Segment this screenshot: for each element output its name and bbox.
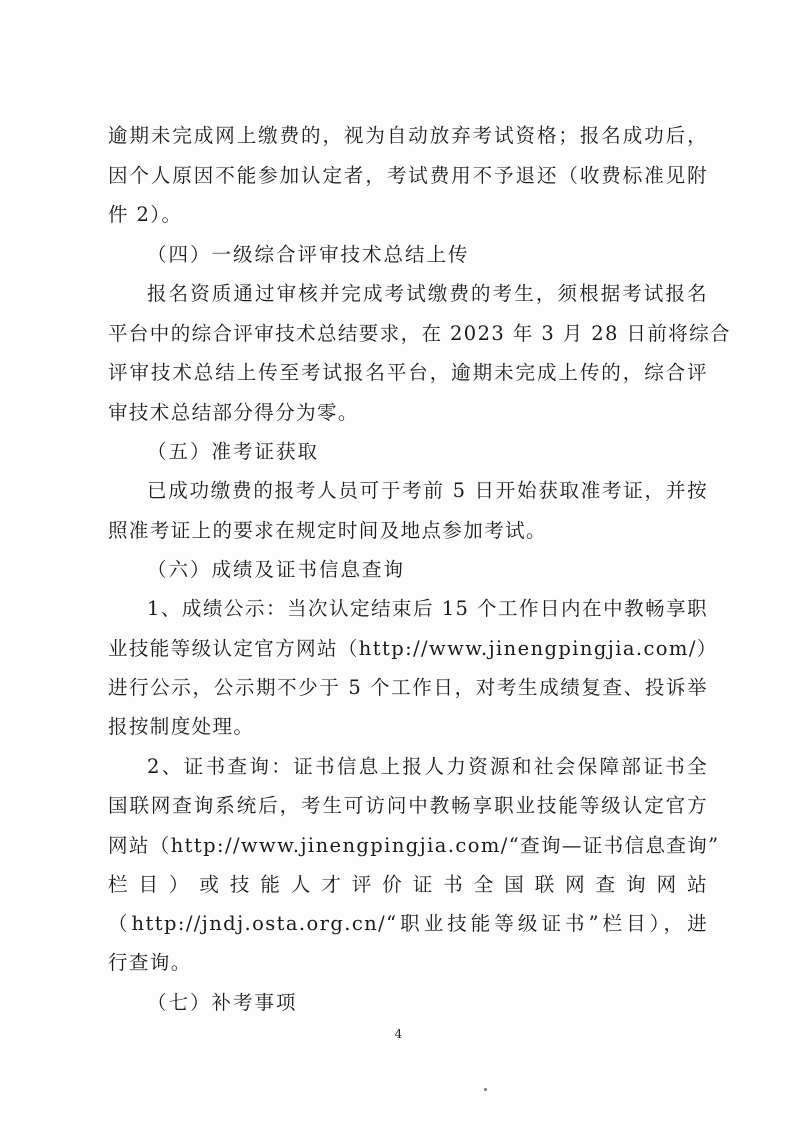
paragraph-line: 已成功缴费的报考人员可于考前 5 日开始获取准考证，并按 (147, 479, 708, 502)
paragraph-line: 件 2）。 (108, 203, 183, 226)
paragraph-line: 报按制度处理。 (108, 715, 255, 738)
section-heading-4: （四）一级综合评审技术总结上传 (147, 243, 470, 266)
paragraph-line: 1、成绩公示：当次认定结束后 15 个工作日内在中教畅享职 (147, 597, 708, 620)
scan-speck (484, 1088, 487, 1091)
section-heading-5: （五）准考证获取 (147, 440, 320, 463)
paragraph-line: 进行公示，公示期不少于 5 个工作日，对考生成绩复查、投诉举 (108, 676, 708, 699)
paragraph-line: 评审技术总结上传至考试报名平台，逾期未完成上传的，综合评 (108, 361, 708, 384)
paragraph-line: 审技术总结部分得分为零。 (108, 401, 359, 424)
page-number: 4 (394, 1027, 403, 1041)
paragraph-line: 国联网查询系统后，考生可访问中教畅享职业技能等级认定官方 (108, 794, 708, 817)
section-heading-6: （六）成绩及证书信息查询 (147, 558, 406, 581)
paragraph-line: 逾期未完成网上缴费的，视为自动放弃考试资格；报名成功后， (108, 124, 708, 147)
paragraph-line: 平台中的综合评审技术总结要求，在 2023 年 3 月 28 日前将综合 (108, 322, 731, 345)
paragraph-line: 2、证书查询：证书信息上报人力资源和社会保障部证书全 (147, 755, 708, 778)
paragraph-line: 报名资质通过审核并完成考试缴费的考生，须根据考试报名 (147, 282, 708, 305)
section-heading-7: （七）补考事项 (147, 991, 298, 1014)
paragraph-line: 照准考证上的要求在规定时间及地点参加考试。 (108, 519, 547, 542)
paragraph-line: 因个人原因不能参加认定者，考试费用不予退还（收费标准见附 (108, 164, 708, 187)
paragraph-line: 业技能等级认定官方网站（http://www.jinengpingjia.com/） (108, 637, 718, 660)
paragraph-line: 栏目）或技能人才评价证书全国联网查询网站 (108, 873, 708, 896)
paragraph-line: 网站（http://www.jinengpingjia.com/“查询—证书信息查询” (108, 834, 720, 857)
paragraph-line: 行查询。 (108, 951, 192, 974)
paragraph-line: （http://jndj.osta.org.cn/“职业技能等级证书”栏目），进 (108, 912, 708, 935)
